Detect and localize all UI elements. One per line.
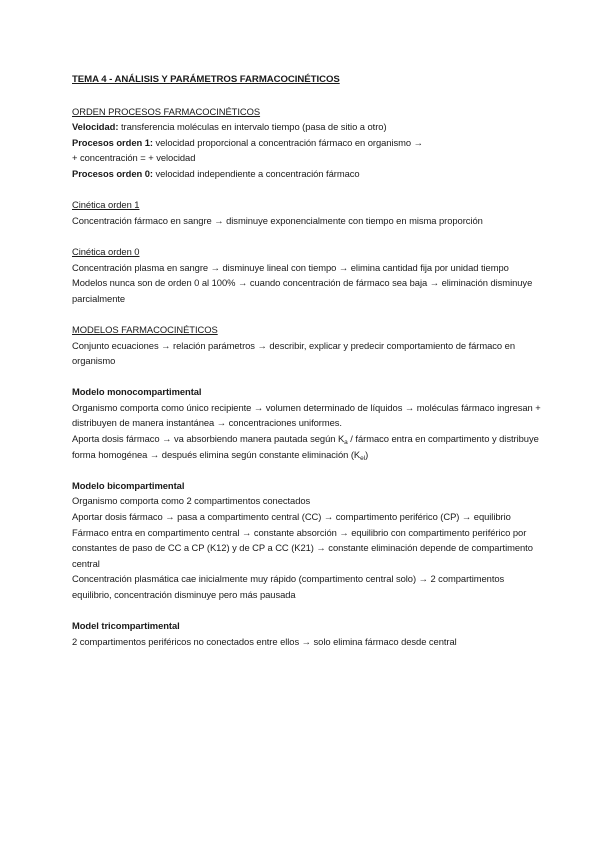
paragraph-bi-c: Fármaco entra en compartimento central → constante absorción → equilibrio con compartimento periférico por constantes de paso de CC a CP (K12) y de CP a CC (K21) → constante eliminación depende de compartimento central xyxy=(72,526,533,569)
term-label: Procesos orden 0: xyxy=(72,167,153,179)
paragraph-mono-a: Organismo comporta como único recipiente → volumen determinado de líquidos → moléculas fármaco ingresan + distribuyen de manera instantánea → concentraciones uniformes. xyxy=(72,401,541,429)
paragraph-bi-d: Concentración plasmática cae inicialmente muy rápido (compartimento central solo) → 2 compartimentos equilibrio, concentración disminuye pero más pausada xyxy=(72,573,505,600)
paragraph-velocidad xyxy=(72,119,542,135)
paragraph-text: velocidad independiente a concentración fármaco xyxy=(152,167,360,179)
subsection-heading-tri: Model tricompartimental xyxy=(72,620,180,632)
paragraph-mono-b xyxy=(72,431,542,462)
paragraph-bi-b: Aportar dosis fármaco → pasa a compartimento central (CC) → compartimento periférico (CP) → equilibrio xyxy=(72,511,511,523)
paragraph-text: / fármaco entra en compartimento y distribuye forma homogénea → después elimina según constante eliminación (K xyxy=(72,433,539,460)
paragraph-tri: 2 compartimentos periféricos no conectados entre ellos → solo elimina fármaco desde central xyxy=(72,635,457,647)
section-heading-orden: ORDEN PROCESOS FARMACOCINÉTICOS xyxy=(72,105,261,117)
paragraph-bi-a: Organismo comporta como 2 compartimentos conectados xyxy=(72,495,311,507)
subsection-heading-bi: Modelo bicompartimental xyxy=(72,479,185,491)
subscript: a xyxy=(344,439,348,447)
term-label: Procesos orden 1: xyxy=(72,136,153,148)
paragraph-cinetica0-b: Modelos nunca son de orden 0 al 100% → cuando concentración de fármaco sea baja → eliminación disminuye parcialmente xyxy=(72,277,533,304)
paragraph-text: transferencia moléculas en intervalo tiempo (pasa de sitio a otro) xyxy=(118,121,387,133)
section-heading-cinetica1: Cinética orden 1 xyxy=(72,199,140,211)
paragraph-cinetica0-a: Concentración plasma en sangre → disminuye lineal con tiempo → elimina cantidad fija por unidad tiempo xyxy=(72,261,509,273)
paragraph-modelos: Conjunto ecuaciones → relación parámetros → describir, explicar y predecir comportamiento de fármaco en organismo xyxy=(72,339,515,367)
paragraph-text: Aporta dosis fármaco → va absorbiendo manera pautada según K xyxy=(72,433,345,445)
paragraph-orden1 xyxy=(72,135,542,151)
paragraph-text: ) xyxy=(365,448,369,460)
term-label: Velocidad: xyxy=(72,121,119,133)
paragraph-text: velocidad proporcional a concentración fármaco en organismo → xyxy=(152,136,423,148)
document-title: TEMA 4 - ANÁLISIS Y PARÁMETROS FARMACOCINÉTICOS xyxy=(72,74,340,85)
paragraph-concentracion: + concentración = + velocidad xyxy=(72,152,196,164)
section-heading-modelos: MODELOS FARMACOCINÉTICOS xyxy=(72,323,218,335)
section-heading-cinetica0: Cinética orden 0 xyxy=(72,245,140,257)
subsection-heading-mono: Modelo monocompartimental xyxy=(72,386,202,398)
paragraph-orden0 xyxy=(72,166,542,182)
paragraph-cinetica1: Concentración fármaco en sangre → disminuye exponencialmente con tiempo en misma proporción xyxy=(72,214,483,226)
subscript: el xyxy=(360,454,366,462)
document-content xyxy=(72,72,542,649)
